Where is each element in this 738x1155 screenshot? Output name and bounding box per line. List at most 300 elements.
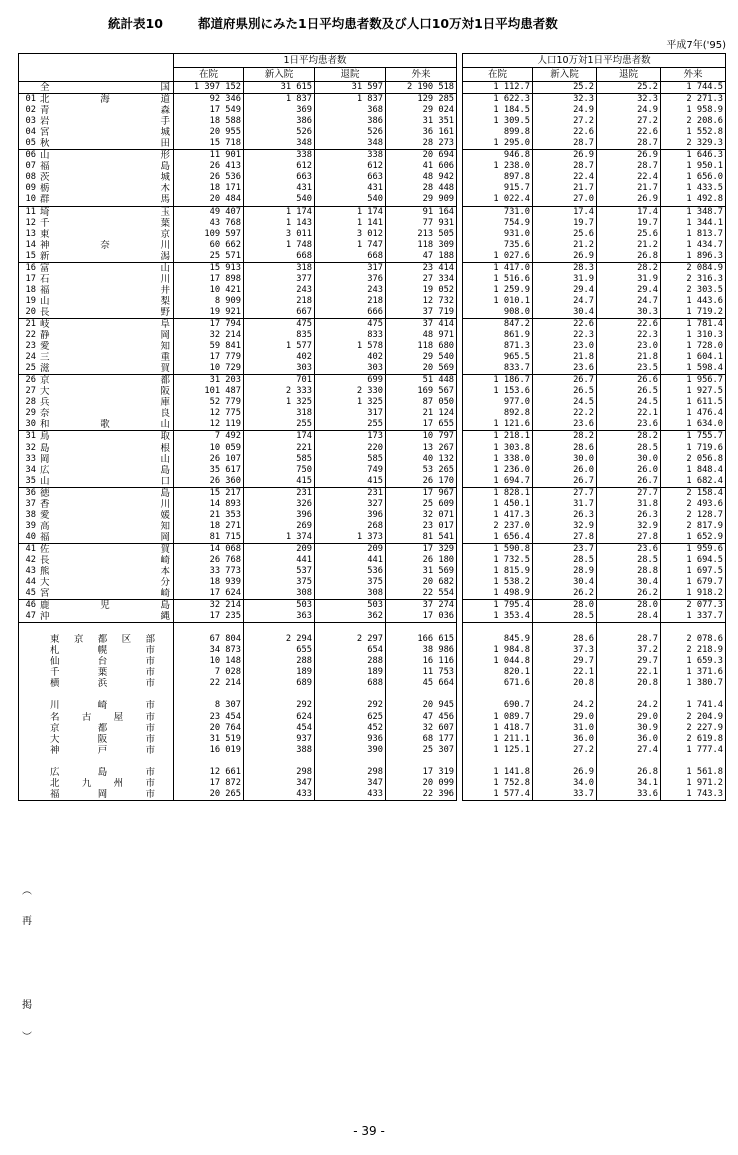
spacer-row [19,623,457,635]
region-name-cell [19,296,174,307]
count-cell: 369 [244,105,315,116]
region-name-cell [19,465,174,476]
count-cell: 1 143 [244,218,315,229]
rate-cell: 30.4 [533,577,597,588]
count-cell: 20 955 [174,127,244,138]
count-cell: 91 164 [386,206,457,218]
rate-cell: 1 211.1 [463,734,533,745]
region-name-cell [19,161,174,172]
spacer-cell [597,689,661,700]
count-cell: 431 [244,183,315,194]
count-cell: 327 [315,499,386,510]
count-cell: 17 872 [174,778,244,789]
count-cell: 35 617 [174,465,244,476]
count-cell: 475 [244,318,315,330]
side-paren-close: ︶ [22,1032,32,1043]
prefecture-rate-row [463,431,726,443]
prefecture-rate-row [463,274,726,285]
count-cell: 3 011 [244,229,315,240]
count-cell: 936 [315,734,386,745]
rate-cell: 22.1 [597,408,661,419]
spacer-cell [533,623,597,635]
table-number: 統計表10 [108,16,163,31]
rate-cell: 28.5 [533,611,597,623]
rate-cell: 25.6 [533,229,597,240]
count-cell: 33 773 [174,566,244,577]
count-cell: 31 615 [244,82,315,94]
prefecture-rate-row [463,183,726,194]
count-cell: 77 931 [386,218,457,229]
prefecture-rate-row [463,150,726,162]
region-name: 岡山 [40,453,170,465]
region-name: 横浜市 [50,678,155,690]
count-cell: 585 [315,454,386,465]
count-cell: 540 [315,194,386,206]
rate-cell: 28.3 [533,262,597,274]
prefecture-row [19,285,457,296]
rate-cell: 27.4 [597,745,661,756]
count-cell: 612 [315,161,386,172]
region-name: 富山 [40,262,170,274]
rate-cell: 23.6 [597,419,661,431]
region-name-cell [19,656,174,667]
prefecture-row [19,555,457,566]
count-cell: 20 099 [386,778,457,789]
rate-cell: 26.5 [597,386,661,397]
rate-cell: 22.4 [597,172,661,183]
region-name-cell [19,262,174,274]
rate-cell: 27.2 [533,745,597,756]
count-cell: 23 017 [386,521,457,532]
rate-cell: 26.7 [533,375,597,387]
count-cell: 663 [244,172,315,183]
count-cell: 18 171 [174,183,244,194]
count-cell: 388 [244,745,315,756]
region-name: 島根 [40,442,170,454]
rate-cell: 1 682.4 [661,476,726,488]
region-name: 仙台市 [50,656,155,668]
rate-cell: 1 153.6 [463,386,533,397]
count-cell: 2 333 [244,386,315,397]
prefecture-rate-row [463,218,726,229]
prefecture-row [19,431,457,443]
rate-cell: 1 125.1 [463,745,533,756]
region-name: 京都市 [50,722,155,734]
rate-cell: 1 027.6 [463,251,533,263]
prefecture-rate-row [463,454,726,465]
city-rate-row [463,656,726,667]
count-cell: 17 549 [174,105,244,116]
rate-cell: 1 958.9 [661,105,726,116]
count-cell: 12 661 [174,767,244,778]
rate-cell: 833.7 [463,363,533,375]
region-name: 東京 [40,228,170,240]
region-name-cell [19,138,174,150]
region-name: 川崎市 [50,700,155,712]
city-rate-row [463,778,726,789]
region-name-cell [19,723,174,734]
region-code: 47 [25,611,36,622]
rate-cell: 1 634.0 [661,419,726,431]
prefecture-row [19,408,457,419]
count-cell: 29 909 [386,194,457,206]
region-name: 千葉 [40,217,170,229]
count-cell: 92 346 [174,94,244,106]
count-cell: 441 [244,555,315,566]
count-cell: 701 [244,375,315,387]
count-cell: 475 [315,318,386,330]
col-admission: 新入院 [244,68,315,82]
count-cell: 396 [244,510,315,521]
count-cell: 288 [244,656,315,667]
rate-cell: 27.7 [533,487,597,499]
rate-cell: 30.4 [597,577,661,588]
count-cell: 25 609 [386,499,457,510]
count-cell: 31 203 [174,375,244,387]
year-label: 平成7年('95) [666,40,726,51]
rate-cell: 20.8 [533,678,597,689]
count-cell: 87 050 [386,397,457,408]
count-cell: 118 680 [386,341,457,352]
region-name: 佐賀 [40,543,170,555]
rate-cell: 29.4 [533,285,597,296]
rate-cell: 22.2 [533,408,597,419]
count-cell: 15 217 [174,487,244,499]
rate-cell: 1 450.1 [463,499,533,510]
count-cell: 1 373 [315,532,386,544]
count-cell: 218 [244,296,315,307]
spacer-cell [463,623,533,635]
rate-cell: 23.0 [597,341,661,352]
count-cell: 688 [315,678,386,689]
city-row [19,700,457,711]
count-cell: 209 [244,543,315,555]
count-cell: 189 [315,667,386,678]
region-code: 08 [25,172,36,183]
prefecture-row [19,194,457,206]
region-name-cell [19,443,174,454]
region-name: 香川 [40,498,170,510]
rate-cell: 27.2 [597,116,661,127]
rate-cell: 820.1 [463,667,533,678]
city-row [19,712,457,723]
count-cell: 699 [315,375,386,387]
count-cell: 386 [315,116,386,127]
count-cell: 17 036 [386,611,457,623]
region-name: 埼玉 [40,206,170,218]
rate-cell: 31.9 [533,274,597,285]
region-code: 03 [25,116,36,127]
region-name: 青森 [40,105,170,117]
rate-cell: 34.1 [597,778,661,789]
count-cell: 29 024 [386,105,457,116]
side-paren-open: ︵ [22,886,32,897]
region-name-cell [19,218,174,229]
prefecture-row [19,318,457,330]
count-cell: 668 [244,251,315,263]
rate-cell: 21.2 [597,240,661,251]
prefecture-rate-row [463,532,726,544]
rate-cell: 1 498.9 [463,588,533,600]
count-cell: 347 [244,778,315,789]
rate-cell: 26.3 [533,510,597,521]
count-cell: 31 519 [174,734,244,745]
prefecture-rate-row [463,330,726,341]
count-cell: 390 [315,745,386,756]
count-cell: 22 554 [386,588,457,600]
prefecture-rate-row [463,116,726,127]
count-cell: 292 [244,700,315,711]
rate-cell: 26.9 [533,251,597,263]
rate-cell: 23.0 [533,341,597,352]
count-cell: 11 901 [174,150,244,162]
prefecture-row [19,82,457,94]
prefecture-rate-row [463,318,726,330]
prefecture-row [19,94,457,106]
rate-cell: 1 259.9 [463,285,533,296]
rate-cell: 19.7 [533,218,597,229]
spacer-row [19,756,457,767]
rate-cell: 1 590.8 [463,543,533,555]
rate-cell: 28.0 [533,600,597,612]
count-cell: 454 [244,723,315,734]
region-name-cell [19,105,174,116]
count-cell: 37 274 [386,600,457,612]
region-code: 14 [25,239,36,250]
spacer-cell [597,756,661,767]
rate-cell: 1 598.4 [661,363,726,375]
region-name-cell [19,634,174,645]
count-cell: 7 492 [174,431,244,443]
rate-cell: 847.2 [463,318,533,330]
rate-cell: 1 538.2 [463,577,533,588]
region-name-cell [19,543,174,555]
count-cell: 689 [244,678,315,689]
rate-cell: 1 777.4 [661,745,726,756]
count-cell: 363 [244,611,315,623]
region-name: 宮崎 [40,588,170,600]
prefecture-row [19,532,457,544]
rate-cell: 28.5 [533,555,597,566]
rate-cell: 1 186.7 [463,375,533,387]
region-name: 広島市 [50,766,155,778]
count-cell: 32 607 [386,723,457,734]
rate-cell: 2 329.3 [661,138,726,150]
count-cell: 10 059 [174,443,244,454]
rate-cell: 36.0 [597,734,661,745]
region-name: 栃木 [40,183,170,195]
count-cell: 317 [315,408,386,419]
count-cell: 218 [315,296,386,307]
region-code: 28 [25,397,36,408]
city-row [19,734,457,745]
count-cell: 750 [244,465,315,476]
rate-cell: 34.0 [533,778,597,789]
prefecture-rate-row [463,229,726,240]
count-cell: 81 715 [174,532,244,544]
count-cell: 48 971 [386,330,457,341]
prefecture-row [19,251,457,263]
city-rate-row [463,700,726,711]
rate-cell: 1 141.8 [463,767,533,778]
count-cell: 38 986 [386,645,457,656]
region-code: 17 [25,273,36,284]
rate-cell: 2 158.4 [661,487,726,499]
rate-cell: 2 227.9 [661,723,726,734]
region-name: 千葉市 [50,667,155,679]
rate-cell: 1 744.5 [661,82,726,94]
count-cell: 8 307 [174,700,244,711]
region-name: 広島 [40,464,170,476]
city-row [19,723,457,734]
rate-cell: 21.8 [597,352,661,363]
rate-cell: 1 622.3 [463,94,533,106]
count-cell: 81 541 [386,532,457,544]
rate-cell: 1 184.5 [463,105,533,116]
count-cell: 129 285 [386,94,457,106]
rate-cell: 20.8 [597,678,661,689]
region-name: 秋田 [40,138,170,150]
rate-cell: 26.7 [533,476,597,488]
side-label-sai: 再 [22,916,32,927]
region-code: 46 [25,600,36,611]
region-name: 山梨 [40,295,170,307]
region-name-cell [19,116,174,127]
prefecture-rate-row [463,577,726,588]
prefecture-rate-row [463,127,726,138]
region-code: 01 [25,94,36,105]
rate-cell: 861.9 [463,330,533,341]
count-cell: 268 [315,521,386,532]
col-rate-admission: 新入院 [533,68,597,82]
rate-cell: 28.6 [533,443,597,454]
region-code: 39 [25,520,36,531]
region-name: 京都 [40,375,170,387]
rate-cell: 1 295.0 [463,138,533,150]
rate-cell: 1 646.3 [661,150,726,162]
count-cell: 31 569 [386,566,457,577]
region-code: 22 [25,330,36,341]
count-cell: 47 456 [386,712,457,723]
count-cell: 12 732 [386,296,457,307]
rate-cell: 24.5 [597,397,661,408]
region-code: 11 [25,206,36,217]
prefecture-row [19,240,457,251]
rate-cell: 24.9 [597,105,661,116]
page-number: - 39 - [353,1124,385,1138]
rate-cell: 33.6 [597,789,661,801]
count-cell: 937 [244,734,315,745]
rate-cell: 1 604.1 [661,352,726,363]
rate-cell: 26.2 [597,588,661,600]
rate-cell: 30.4 [533,307,597,319]
rate-cell: 965.5 [463,352,533,363]
region-code: 34 [25,464,36,475]
count-cell: 20 694 [386,150,457,162]
rate-cell: 21.7 [597,183,661,194]
count-cell: 1 325 [244,397,315,408]
count-cell: 537 [244,566,315,577]
region-name: 高知 [40,520,170,532]
count-cell: 376 [315,274,386,285]
region-name: 滋賀 [40,363,170,375]
prefecture-row [19,487,457,499]
city-row [19,745,457,756]
city-row [19,656,457,667]
count-cell: 43 768 [174,218,244,229]
rate-cell: 1 741.4 [661,700,726,711]
count-cell: 2 330 [315,386,386,397]
region-name: 茨城 [40,172,170,184]
count-cell: 27 334 [386,274,457,285]
region-name: 札幌市 [50,645,155,657]
count-cell: 109 597 [174,229,244,240]
city-row [19,667,457,678]
rate-cell: 29.0 [597,712,661,723]
rate-cell: 31.9 [597,274,661,285]
count-cell: 13 267 [386,443,457,454]
spacer-cell [463,689,533,700]
region-code: 23 [25,341,36,352]
rate-cell: 2 237.0 [463,521,533,532]
region-name-cell [19,745,174,756]
count-cell: 377 [244,274,315,285]
rate-cell: 1 492.8 [661,194,726,206]
rate-cell: 897.8 [463,172,533,183]
prefecture-rate-row [463,555,726,566]
rate-cell: 28.7 [597,634,661,645]
count-cell: 1 174 [315,206,386,218]
count-cell: 23 414 [386,262,457,274]
region-name: 静岡 [40,330,170,342]
city-rate-row [463,745,726,756]
spacer-cell [661,689,726,700]
rate-cell: 31.0 [533,723,597,734]
rate-cell: 29.4 [597,285,661,296]
region-name-cell [19,487,174,499]
region-name-cell [19,678,174,689]
region-code: 30 [25,419,36,430]
count-cell: 655 [244,645,315,656]
rate-cell: 1 732.5 [463,555,533,566]
count-cell: 52 779 [174,397,244,408]
count-cell: 441 [315,555,386,566]
prefecture-rate-row [463,352,726,363]
prefecture-row [19,150,457,162]
prefecture-rate-row [463,499,726,510]
rate-cell: 899.8 [463,127,533,138]
prefecture-rate-row [463,521,726,532]
count-cell: 16 116 [386,656,457,667]
rate-cell: 25.2 [533,82,597,94]
region-code: 35 [25,475,36,486]
region-code: 21 [25,318,36,329]
rate-cell: 1 659.3 [661,656,726,667]
region-name-cell [19,408,174,419]
region-name-cell [19,307,174,319]
count-cell: 17 967 [386,487,457,499]
count-cell: 12 775 [174,408,244,419]
rate-cell: 32.3 [597,94,661,106]
count-cell: 1 577 [244,341,315,352]
region-code: 13 [25,228,36,239]
count-cell: 19 921 [174,307,244,319]
rate-cell: 28.5 [597,443,661,454]
rate-cell: 2 303.5 [661,285,726,296]
spacer-cell [661,756,726,767]
city-rate-row [463,678,726,689]
region-name: 北九州市 [50,777,155,789]
